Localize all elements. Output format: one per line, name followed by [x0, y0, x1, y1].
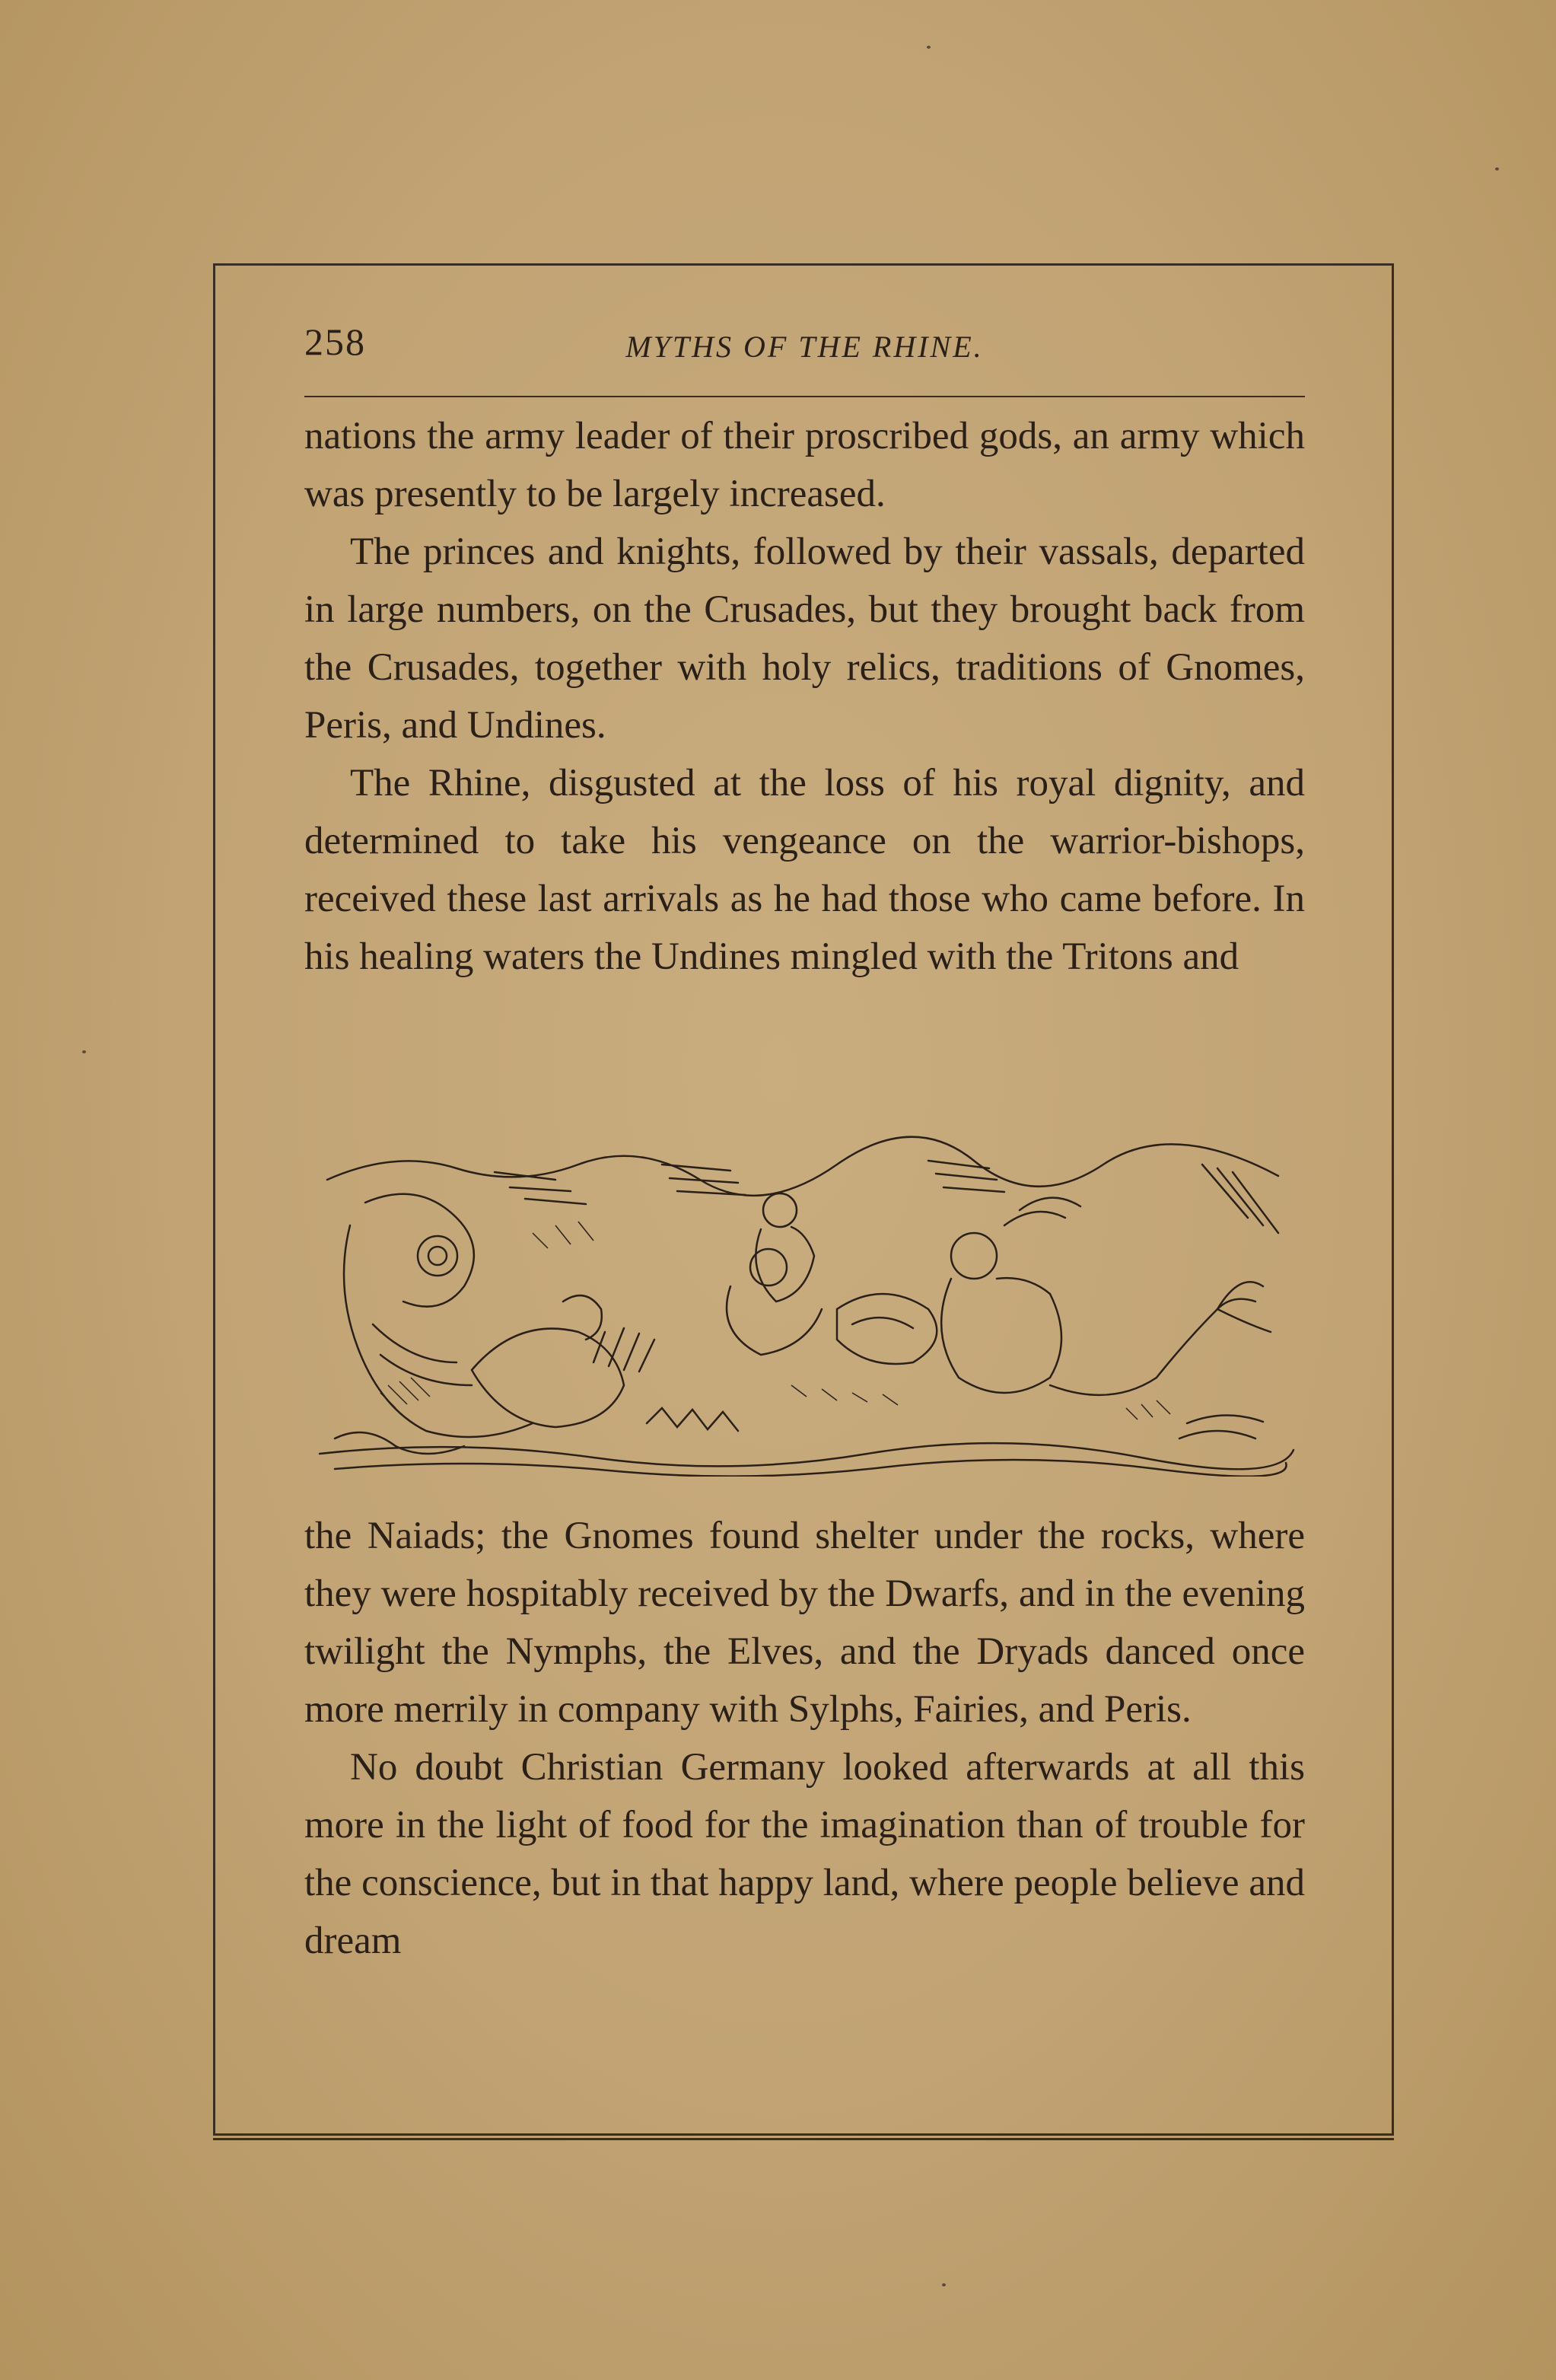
paragraph-4: the Naiads; the Gnomes found shelter under the rocks, where they were hospitably received by the Dwarfs, and in the evening twilight the Nymphs, the Elves, and the Dryads danced once more merrily in company with Sylphs, Fairies, and Peris.: [304, 1515, 1305, 1731]
running-head: [304, 320, 1305, 397]
water-spirits-engraving: [304, 1134, 1309, 1477]
paragraph-5: No doubt Christian Germany looked afterwards at all this more in the light of food for the imagination than of trouble for the conscience, but in that happy land, where people believe and dream: [304, 1746, 1305, 1962]
paragraph-3: The Rhine, disgusted at the loss of his royal dignity, and determined to take his vengeance on the warrior-bishops, received these last arrivals as he had those who came before. In his healing waters the Undines mingled with the Tritons and: [304, 762, 1305, 978]
paper-speck: [942, 2283, 946, 2286]
running-title: MYTHS OF THE RHINE.: [625, 330, 984, 364]
page-number: 258: [304, 320, 366, 363]
paper-speck: [82, 1050, 86, 1053]
body-text-bottom: [304, 1507, 1305, 1970]
paragraph-1: nations the army leader of their proscribed gods, an army which was presently to be largely increased.: [304, 415, 1305, 515]
paper-speck: [1495, 167, 1499, 170]
paragraph-2: The princes and knights, followed by their vassals, departed in large numbers, on the Crusades, but they brought back from the Crusades, together with holy relics, traditions of Gnomes, Peris, and Undines.: [304, 530, 1305, 747]
engraving-illustration: [304, 1134, 1309, 1477]
paper-speck: [927, 46, 931, 49]
body-text-top: [304, 407, 1305, 986]
